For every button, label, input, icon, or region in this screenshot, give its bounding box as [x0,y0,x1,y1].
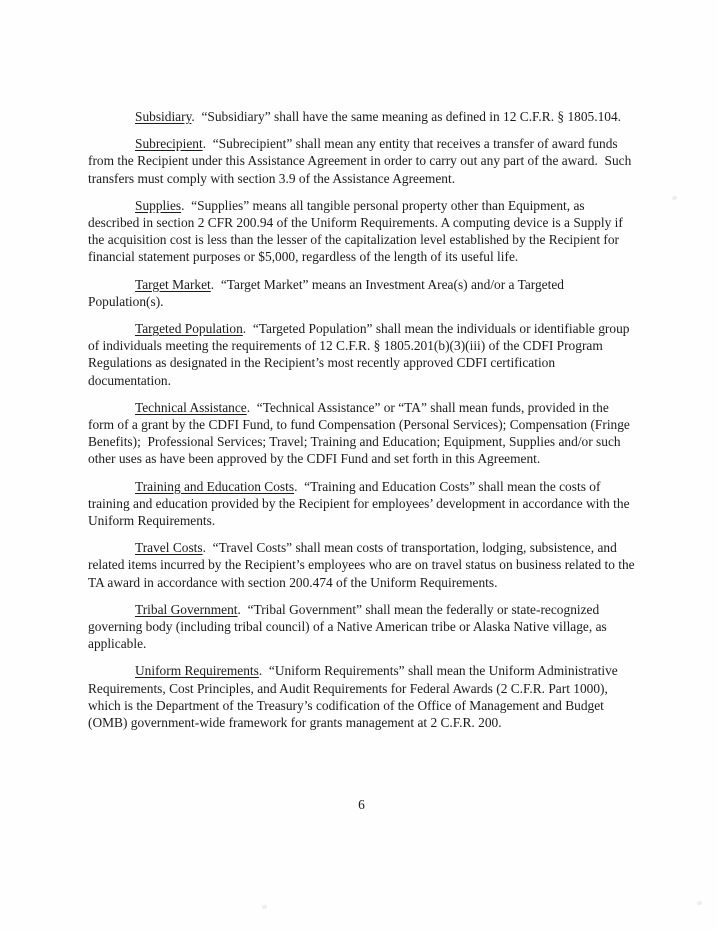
page-number: 6 [358,797,365,812]
defined-term: Travel Costs [135,540,203,556]
definition-text: . “Tribal Government” shall mean the federally or state-recognized governing body (including tribal council) of a Native American tribe or Alaska Native village, as applicable. [88,601,611,652]
defined-term: Target Market [135,276,211,292]
defined-term: Supplies [135,197,182,213]
definition-paragraph-travel-costs [88,539,638,591]
definition-text: . “Training and Education Costs” shall mean the costs of training and education provided by the Recipient for employees’ development in accordance with the Uniform Requirements. [88,478,633,529]
definition-text: . “Technical Assistance” or “TA” shall mean funds, provided in the form of a grant by the CDFI Fund, to fund Compensation (Personal Services); Compensation (Fringe Benefits); Professional Services; Travel; Training and Education; Equipment, Supplies and/or such other uses as have been approved by the CDFI Fund and set forth in this Agreement. [88,399,634,467]
definition-paragraph-tribal-government [88,601,635,653]
scan-speck [671,195,677,200]
definitions-section [88,108,638,731]
scan-speck [261,904,267,909]
defined-term: Subsidiary [135,109,192,124]
defined-term: Technical Assistance [135,399,247,415]
definition-paragraph-technical-assistance [88,399,635,468]
definition-text: . “Target Market” means an Investment Area(s) and/or a Targeted Population(s). [88,276,568,309]
definition-text: . “Travel Costs” shall mean costs of transportation, lodging, subsistence, and related items incurred by the Recipient’s employees who are on travel status on business related to the TA award in accordance with section 200.474 of the Uniform Requirements. [88,540,638,590]
defined-term: Training and Education Costs [135,478,295,494]
definition-paragraph-uniform-requirements [88,662,635,731]
definition-text: . “Uniform Requirements” shall mean the Uniform Administrative Requirements, Cost Principles, and Audit Requirements for Federal Awards (2 C.F.R. Part 1000), which is the Department of the Treasury’s codification of the Office of Management and Budget (OMB) government-wide framework for grants management at 2 C.F.R. 200. [88,663,622,731]
scan-speck [696,900,702,905]
definition-paragraph-subrecipient [88,135,635,187]
defined-term: Uniform Requirements [135,663,259,679]
defined-term: Tribal Government [135,601,238,617]
defined-term: Subrecipient [135,136,203,152]
definition-paragraph-supplies [88,197,635,266]
definition-paragraph-training-education-costs [88,478,635,530]
definition-text: . “Supplies” means all tangible personal property other than Equipment, as described in section 2 CFR 200.94 of the Uniform Requirements. A computing device is a Supply if the acquisition cost is less than the lesser of the capitalization level established by the Recipient for financial statement purposes or $5,000, regardless of the length of its useful life. [88,197,627,265]
definition-text: . “Subrecipient” shall mean any entity that receives a transfer of award funds from the Recipient under this Assistance Agreement in order to carry out any part of the award. Such transfers must comply with section 3.9 of the Assistance Agreement. [88,136,635,186]
definition-paragraph-target-market [88,276,635,310]
definition-text: . “Subsidiary” shall have the same meaning as defined in 12 C.F.R. § 1805.104. [191,109,622,124]
definition-paragraph-targeted-population [88,320,635,389]
defined-term: Targeted Population [135,321,243,337]
definition-paragraph-subsidiary [88,108,635,125]
definition-text: . “Targeted Population” shall mean the individuals or identifiable group of individuals meeting the requirements of 12 C.F.R. § 1805.201(b)(3)(iii) of the CDFI Program Regulations as designated in the Recipient’s most recently approved CDFI certification documentation. [88,321,633,388]
